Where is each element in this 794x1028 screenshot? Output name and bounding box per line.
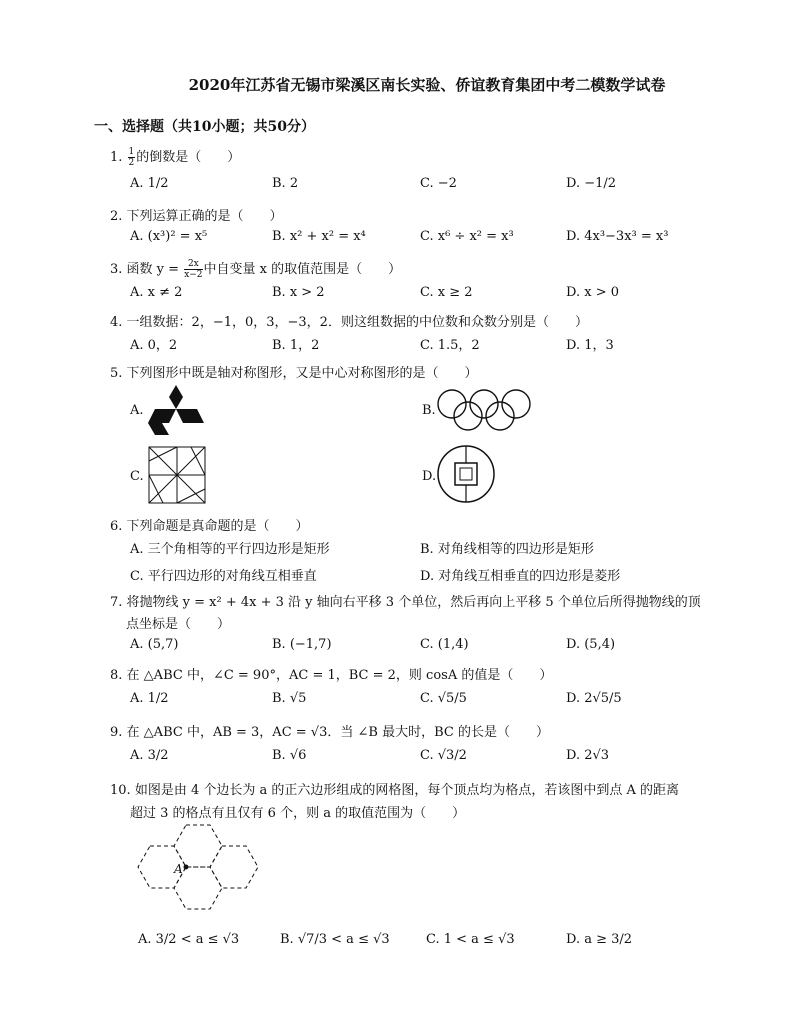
question-number: 5. (110, 366, 123, 381)
option-a[interactable]: A. 1/2 (130, 691, 169, 706)
option-b[interactable]: B. √6 (272, 748, 307, 763)
option-c[interactable]: C. 平行四边形的对角线互相垂直 (130, 569, 317, 584)
option-b[interactable]: B. (422, 403, 436, 418)
question-number: 4. (110, 315, 123, 330)
question-4 (110, 311, 588, 330)
question-stem: 下列命题是真命题的是（ ） (126, 519, 309, 534)
option-a[interactable]: A. (x³)² = x⁵ (130, 229, 208, 244)
fraction (184, 259, 202, 280)
question-stem: 一组数据：2，−1，0，3，−3，2．则这组数据的中位数和众数分别是（ ） (126, 315, 588, 330)
section-heading: 一、选择题（共10小题；共50分） (94, 119, 315, 135)
option-d[interactable]: D. a ≥ 3/2 (566, 932, 633, 947)
question-2 (110, 205, 283, 224)
option-a[interactable]: A. 三个角相等的平行四边形是矩形 (130, 542, 330, 557)
question-7-cont: 点坐标是（ ） (126, 617, 231, 632)
option-c[interactable]: C. (130, 469, 144, 484)
question-stem: 将抛物线 y = x² + 4x + 3 沿 y 轴向右平移 3 个单位，然后再向上平移 5 个单位后所得抛物线的顶 (126, 595, 701, 610)
question-6 (110, 515, 309, 534)
option-d[interactable]: D. −1/2 (566, 176, 617, 191)
question-number: 2. (110, 209, 123, 224)
fraction (128, 147, 136, 168)
question-number: 8. (110, 668, 123, 683)
olympic-rings-figure (434, 388, 534, 432)
option-d[interactable]: D. 4x³−3x³ = x³ (566, 229, 669, 244)
question-number: 10. (110, 783, 131, 798)
page-title: 2020年江苏省无锡市梁溪区南长实验、侨谊教育集团中考二模数学试卷 (188, 76, 666, 94)
mitsubishi-figure (148, 385, 204, 435)
question-5 (110, 362, 478, 381)
hexagon-grid-figure (128, 820, 270, 922)
option-a[interactable]: A. x ≠ 2 (130, 285, 183, 300)
point-a-label: A (174, 862, 183, 876)
option-c[interactable]: C. x ≥ 2 (420, 285, 473, 300)
question-7 (110, 591, 701, 610)
fraction-num: 2x (184, 259, 202, 270)
question-number: 6. (110, 519, 123, 534)
pinwheel-figure (148, 446, 206, 504)
option-b[interactable]: B. x² + x² = x⁴ (272, 229, 366, 244)
option-b[interactable]: B. 1，2 (272, 338, 320, 353)
option-a[interactable]: A. 3/2 < a ≤ √3 (138, 932, 240, 947)
option-c[interactable]: C. 1 < a ≤ √3 (426, 932, 515, 947)
option-c[interactable]: C. (1,4) (420, 637, 469, 652)
option-c[interactable]: C. √3/2 (420, 748, 467, 763)
question-stem-pre: 函数 y = (126, 262, 184, 277)
question-stem: 中自变量 x 的取值范围是（ ） (203, 262, 402, 277)
question-9 (110, 721, 549, 740)
question-stem: 在 △ABC 中，∠C = 90°，AC = 1，BC = 2，则 cosA 的值是（ ） (126, 668, 553, 683)
question-number: 9. (110, 725, 123, 740)
question-8 (110, 664, 552, 683)
option-d[interactable]: D. 对角线互相垂直的四边形是菱形 (420, 569, 621, 584)
option-d[interactable]: D. 1，3 (566, 338, 614, 353)
option-c[interactable]: C. 1.5，2 (420, 338, 480, 353)
option-b[interactable]: B. √7/3 < a ≤ √3 (280, 932, 390, 947)
option-a[interactable]: A. (130, 403, 144, 418)
option-a[interactable]: A. 3/2 (130, 748, 169, 763)
question-3 (110, 258, 401, 280)
coin-figure (436, 444, 496, 504)
option-c[interactable]: C. x⁶ ÷ x² = x³ (420, 229, 514, 244)
question-10 (110, 779, 679, 798)
fraction-den: 2 (128, 158, 135, 168)
option-c[interactable]: C. √5/5 (420, 691, 467, 706)
question-1 (110, 146, 240, 168)
option-a[interactable]: A. 0，2 (130, 338, 178, 353)
question-number: 3. (110, 262, 123, 277)
question-stem: 下列运算正确的是（ ） (126, 209, 283, 224)
option-d[interactable]: D. 2√3 (566, 748, 610, 763)
option-d[interactable]: D. (422, 469, 437, 484)
option-b[interactable]: B. 对角线相等的四边形是矩形 (420, 542, 594, 557)
option-b[interactable]: B. (−1,7) (272, 637, 332, 652)
question-stem: 在 △ABC 中，AB = 3，AC = √3．当 ∠B 最大时，BC 的长是（ ） (126, 725, 549, 740)
option-d[interactable]: D. 2√5/5 (566, 691, 622, 706)
fraction-den: x−2 (184, 270, 203, 280)
question-stem: 的倒数是（ ） (136, 150, 241, 165)
question-stem: 如图是由 4 个边长为 a 的正六边形组成的网格图，每个顶点均为格点，若该图中到点 A 的距离 (134, 783, 680, 798)
option-a[interactable]: A. 1/2 (130, 176, 169, 191)
question-number: 1. (110, 150, 123, 165)
option-d[interactable]: D. (5,4) (566, 637, 616, 652)
option-c[interactable]: C. −2 (420, 176, 457, 191)
option-a[interactable]: A. (5,7) (130, 637, 179, 652)
question-stem: 下列图形中既是轴对称图形，又是中心对称图形的是（ ） (126, 366, 478, 381)
option-b[interactable]: B. x > 2 (272, 285, 325, 300)
question-10-cont: 超过 3 的格点有且仅有 6 个，则 a 的取值范围为（ ） (130, 806, 466, 821)
fraction-num: 1 (128, 147, 135, 157)
question-number: 7. (110, 595, 123, 610)
option-b[interactable]: B. 2 (272, 176, 299, 191)
option-b[interactable]: B. √5 (272, 691, 307, 706)
option-d[interactable]: D. x > 0 (566, 285, 619, 300)
